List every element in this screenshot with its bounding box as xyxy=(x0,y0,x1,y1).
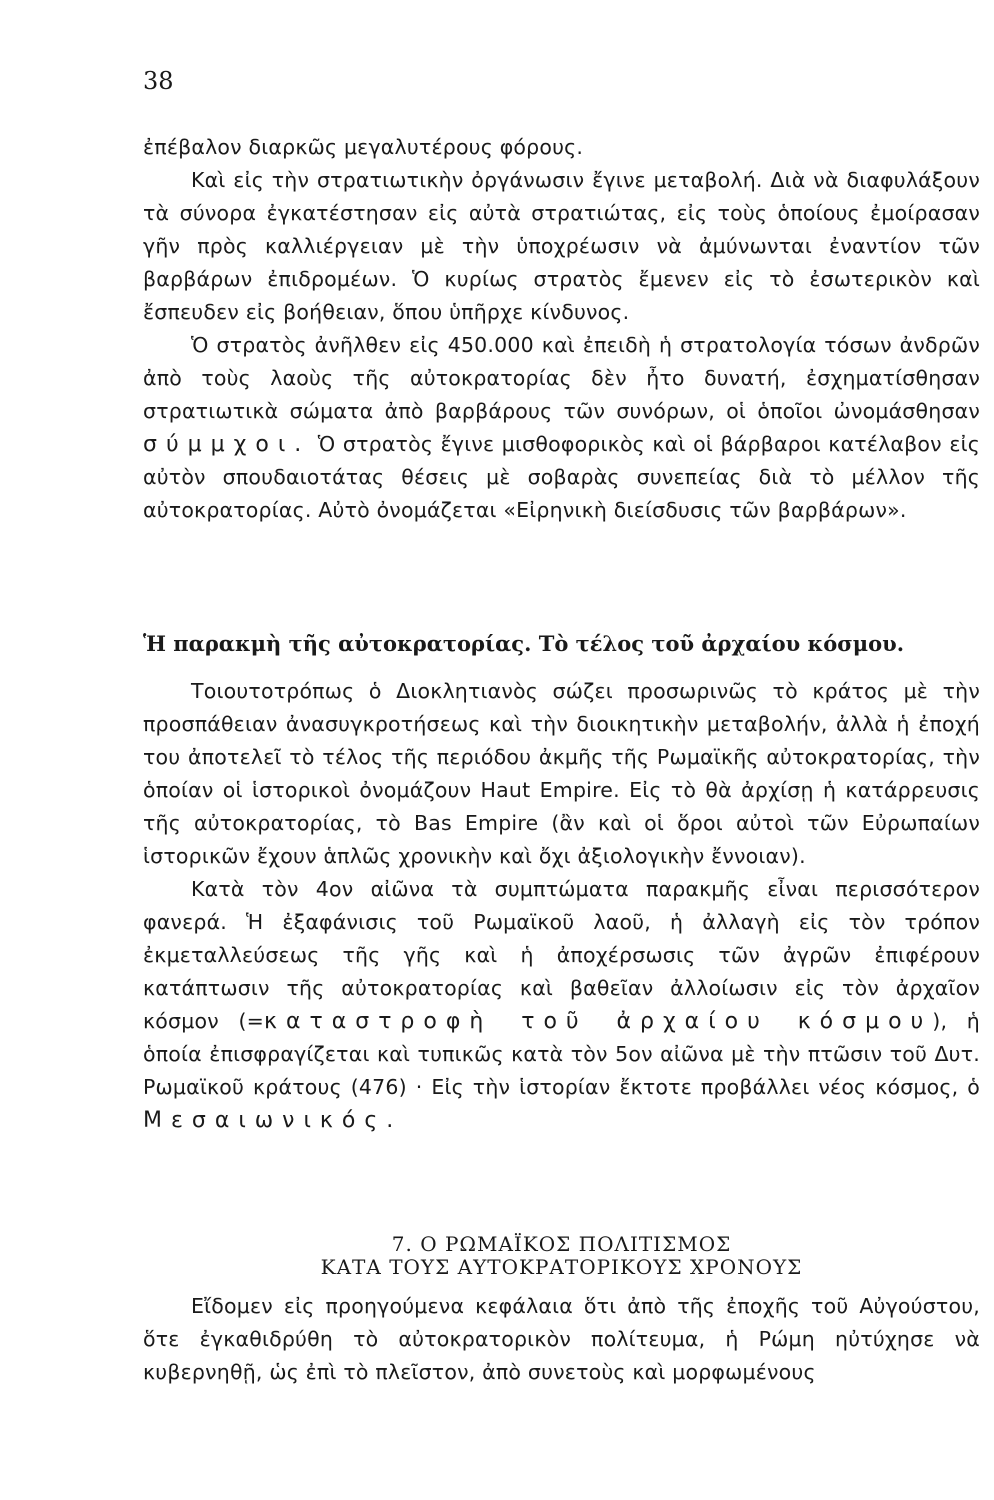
chapter-title-line-2: ΚΑΤΑ ΤΟΥΣ ΑΥΤΟΚΡΑΤΟΡΙΚΟΥΣ ΧΡΟΝΟΥΣ xyxy=(320,1255,803,1279)
paragraph-army-size xyxy=(143,329,980,527)
paragraph-text: ), ἡ ὁποία ἐπισφραγίζεται καὶ τυπικῶς κατὰ τὸν 5ον αἰῶνα μὲ τὴν πτῶσιν τοῦ Δυτ. Ρωμαϊκοῦ κράτους (476) · Εἰς τὴν ἱστορίαν ἔκτοτε προβάλλει νέος κόσμος, ὁ xyxy=(143,1009,980,1099)
spaced-term-destruction: καταστροφὴ τοῦ ἀρχαίου κόσμου xyxy=(264,1009,933,1034)
paragraph-augustus: Εἴδομεν εἰς προηγούμενα κεφάλαια ὅτι ἀπὸ τῆς ἐποχῆς τοῦ Αὐγούστου, ὅτε ἐγκαθιδρύθη τὸ αὐτοκρατορικὸν πολίτευμα, ἡ Ρώμη ηὐτύχησε νὰ κυβερνηθῇ, ὡς ἐπὶ τὸ πλεῖστον, ἀπὸ συνετοὺς καὶ μορφωμένους xyxy=(143,1294,980,1384)
paragraph-military-organization: Καὶ εἰς τὴν στρατιωτικὴν ὀργάνωσιν ἔγινε μεταβολή. Διὰ νὰ διαφυλάξουν τὰ σύνορα ἐγκατέστησαν εἰς αὐτὰ στρατιώτας, εἰς τοὺς ὁποίους ἐμοίρασαν γῆν πρὸς καλλιέργειαν μὲ τὴν ὑποχρέωσιν νὰ ἀμύνωνται ἐναντίον τῶν βαρβάρων ἐπιδρομέων. Ὁ κυρίως στρατὸς ἔμενεν εἰς τὸ ἐσωτερικὸν καὶ ἔσπευδεν εἰς βοήθειαν, ὅπου ὑπῆρχε κίνδυνος. xyxy=(143,168,980,324)
spaced-term-symmachoi: σύμμχοι. xyxy=(143,432,311,457)
paragraph-fourth-century xyxy=(143,873,980,1137)
chapter-title-line-1: 7. Ο ΡΩΜΑΪΚΟΣ ΠΟΛΙΤΙΣΜΟΣ xyxy=(391,1232,732,1256)
paragraph-text: Κατὰ τὸν 4ον αἰῶνα τὰ συμπτώματα παρακμῆς εἶναι περισσότερον φανερά. Ἡ ἐξαφάνισις τοῦ Ρωμαϊκοῦ λαοῦ, ἡ ἀλλαγὴ εἰς τὸν τρόπον ἐκμεταλλεύσεως τῆς γῆς καὶ ἡ ἀποχέρσωσις τῶν ἀγρῶν ἐπιφέρουν κατάπτωσιν τῆς αὐτοκρατορίας καὶ βαθεῖαν ἀλλοίωσιν εἰς τὸν ἀρχαῖον κόσμον (= xyxy=(143,877,980,1033)
chapter-title xyxy=(143,1233,980,1279)
page-number: 38 xyxy=(143,67,174,95)
section-roman-civilization xyxy=(143,1290,980,1389)
paragraph-text: Ὁ στρατὸς ἔγινε μισθοφορικὸς καὶ οἱ βάρβαροι κατέλαβον εἰς αὐτὸν σπουδαιοτάτας θέσεις μὲ σοβαρὰς συνεπείας διὰ τὸ μέλλον τῆς αὐτοκρατορίας. Αὐτὸ ὀνομάζεται «Εἰρηνικὴ διείσδυσις τῶν βαρβάρων». xyxy=(143,432,980,522)
section-decline xyxy=(143,675,980,1137)
paragraph-diocletian: Τοιουτοτρόπως ὁ Διοκλητιανὸς σώζει προσωρινῶς τὸ κράτος μὲ τὴν προσπάθειαν ἀνασυγκροτήσεως καὶ τὴν διοικητικὴν μεταβολήν, ἀλλὰ ἡ ἐποχή του ἀποτελεῖ τὸ τέλος τῆς περιόδου ἀκμῆς τῆς Ρωμαϊκῆς αὐτοκρατορίας, τὴν ὁποίαν οἱ ἱστορικοὶ ὀνομάζουν Haut Empire. Εἰς τὸ θὰ ἀρχίσῃ ἡ κατάρρευσις τῆς αὐτοκρατορίας, τὸ Bas Empire (ἂν καὶ οἱ ὅροι αὐτοὶ τῶν Εὐρωπαίων ἱστορικῶν ἔχουν ἁπλῶς χρονικὴν καὶ ὄχι ἀξιολογικὴν ἔννοιαν). xyxy=(143,679,980,868)
section-barbarian-infiltration xyxy=(143,131,980,527)
spaced-term-medieval: Μεσαιωνικός. xyxy=(143,1108,403,1133)
section-heading: Ἡ παρακμὴ τῆς αὐτοκρατορίας. Τὸ τέλος τοῦ ἀρχαίου κόσμου. xyxy=(143,631,905,656)
paragraph-text: Ὁ στρατὸς ἀνῆλθεν εἰς 450.000 καὶ ἐπειδὴ ἡ στρατολογία τόσων ἀνδρῶν ἀπὸ τοὺς λαοὺς τῆς αὐτοκρατορίας δὲν ἦτο δυνατή, ἐσχηματίσθησαν στρατιωτικὰ σώματα ἀπὸ βαρβάρους τῶν συνόρων, οἱ ὁποῖοι ὠνομάσθησαν xyxy=(143,333,980,423)
paragraph-taxes: ἐπέβαλον διαρκῶς μεγαλυτέρους φόρους. xyxy=(143,135,584,159)
